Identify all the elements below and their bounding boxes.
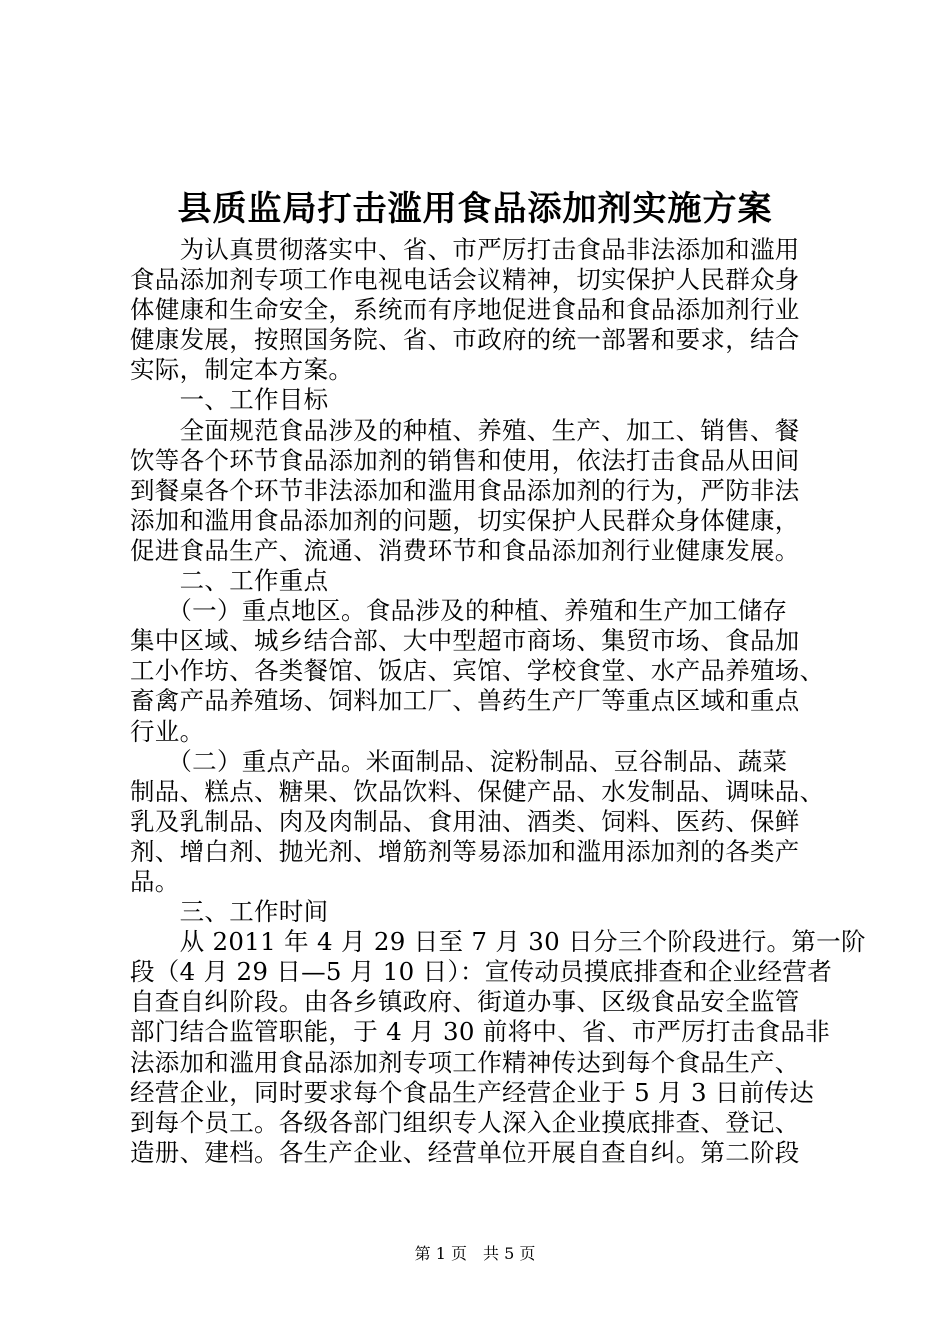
body-line: （二）重点产品。米面制品、淀粉制品、豆谷制品、蔬菜 [130, 746, 788, 776]
body-line: 从 2011 年 4 月 29 日至 7 月 30 日分三个阶段进行。第一阶 [130, 927, 866, 957]
body-line: 畜禽产品养殖场、饲料加工厂、兽药生产厂等重点区域和重点 [130, 686, 800, 716]
body-line: 健康发展，按照国务院、省、市政府的统一部署和要求，结合 [130, 325, 800, 355]
body-line: 法添加和滥用食品添加剂专项工作精神传达到每个食品生产、 [130, 1047, 800, 1077]
body-line: 剂、增白剂、抛光剂、增筋剂等易添加和滥用添加剂的各类产 [130, 836, 800, 866]
body-line: 工小作坊、各类餐馆、饭店、宾馆、学校食堂、水产品养殖场、 [130, 656, 825, 686]
section-heading-goals: 一、工作目标 [130, 385, 329, 415]
document-title: 县质监局打击滥用食品添加剂实施方案 [177, 189, 773, 229]
body-line: 添加和滥用食品添加剂的问题，切实保护人民群众身体健康， [130, 505, 800, 535]
body-line: 饮等各个环节食品添加剂的销售和使用，依法打击食品从田间 [130, 445, 800, 475]
body-line: 自查自纠阶段。由各乡镇政府、街道办事、区级食品安全监管 [130, 987, 800, 1017]
body-line: （一）重点地区。食品涉及的种植、养殖和生产加工储存 [130, 596, 788, 626]
document-body [130, 235, 866, 1168]
section-heading-focus: 二、工作重点 [130, 566, 329, 596]
body-line: 部门结合监管职能，于 4 月 30 前将中、省、市严厉打击食品非 [130, 1017, 831, 1047]
page-footer: 第 1 页 共 5 页 [414, 1244, 536, 1263]
body-line: 集中区域、城乡结合部、大中型超市商场、集贸市场、食品加 [130, 626, 800, 656]
body-line: 造册、建档。各生产企业、经营单位开展自查自纠。第二阶段 [130, 1137, 800, 1167]
body-line: 行业。 [130, 716, 205, 746]
body-line: 品。 [130, 866, 180, 896]
section-heading-time: 三、工作时间 [130, 897, 329, 927]
body-line: 经营企业，同时要求每个食品生产经营企业于 5 月 3 日前传达 [130, 1077, 815, 1107]
body-line: 促进食品生产、流通、消费环节和食品添加剂行业健康发展。 [130, 535, 800, 565]
body-line: 段（4 月 29 日—5 月 10 日）：宣传动员摸底排查和企业经营者 [130, 957, 833, 987]
body-line: 实际，制定本方案。 [130, 355, 354, 385]
body-line: 制品、糕点、糖果、饮品饮料、保健产品、水发制品、调味品、 [130, 776, 825, 806]
body-line: 全面规范食品涉及的种植、养殖、生产、加工、销售、餐 [130, 415, 800, 445]
body-line: 为认真贯彻落实中、省、市严厉打击食品非法添加和滥用 [130, 235, 800, 264]
body-line: 食品添加剂专项工作电视电话会议精神，切实保护人民群众身 [130, 265, 800, 295]
body-line: 乳及乳制品、肉及肉制品、食用油、酒类、饲料、医药、保鲜 [130, 806, 800, 836]
body-line: 到每个员工。各级各部门组织专人深入企业摸底排查、登记、 [130, 1107, 800, 1137]
body-line: 体健康和生命安全，系统而有序地促进食品和食品添加剂行业 [130, 295, 800, 325]
body-line: 到餐桌各个环节非法添加和滥用食品添加剂的行为，严防非法 [130, 475, 800, 505]
